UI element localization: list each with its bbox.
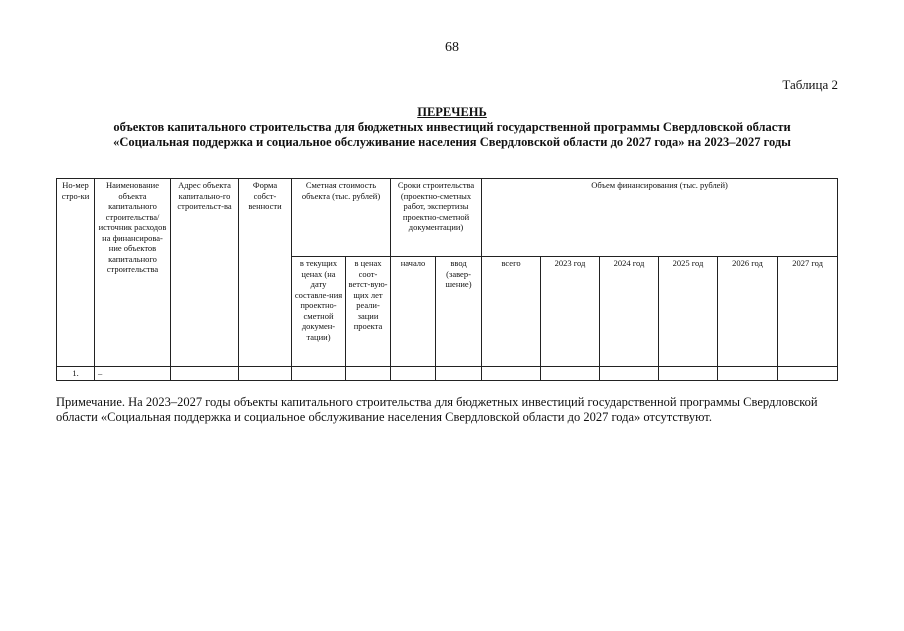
- header-construction-terms: Сроки строительства (проектно-сметных работ, экспертизы проектно-сметной документации): [391, 179, 482, 257]
- subheader-2023: 2023 год: [541, 257, 600, 367]
- table-row: [57, 367, 838, 381]
- row-start-cell: [391, 367, 436, 381]
- row-cost-period-cell: [346, 367, 391, 381]
- row-2025-cell: [659, 367, 718, 381]
- header-object-name: Наименование объекта капитального строительства/ источник расходов на финансирова-ние объектов капитального строительства: [95, 179, 171, 367]
- subheader-2027: 2027 год: [778, 257, 838, 367]
- row-name-cell: –: [95, 367, 171, 381]
- row-2026-cell: [718, 367, 778, 381]
- row-number-cell: 1.: [57, 367, 95, 381]
- subheader-start: начало: [391, 257, 436, 367]
- subheader-cost-period-prices: в ценах соот-ветст-вую-щих лет реали-зации проекта: [346, 257, 391, 367]
- row-total-cell: [482, 367, 541, 381]
- table-label: Таблица 2: [782, 77, 838, 92]
- row-2024-cell: [600, 367, 659, 381]
- page-number: 68: [445, 40, 459, 55]
- objects-table: [56, 178, 838, 381]
- row-ownership-cell: [239, 367, 292, 381]
- title-line-1: объектов капитального строительства для бюджетных инвестиций государственной программы Свердловской области: [113, 120, 791, 134]
- header-funding-volume: Объем финансирования (тыс. рублей): [482, 179, 838, 257]
- header-ownership: Форма собст-венности: [239, 179, 292, 367]
- row-2027-cell: [778, 367, 838, 381]
- title-heading: ПЕРЕЧЕНЬ: [417, 105, 487, 119]
- header-address: Адрес объекта капитально-го строительст-ва: [171, 179, 239, 367]
- subheader-end: ввод (завер-шение): [436, 257, 482, 367]
- subheader-2026: 2026 год: [718, 257, 778, 367]
- note-paragraph: Примечание. На 2023–2027 годы объекты капитального строительства для бюджетных инвестиций государственной программы Свердловской области «Социальная поддержка и социальное обслуживание населения Свердловской области до 2027 года» отсутствуют.: [56, 395, 818, 424]
- title-line-2: «Социальная поддержка и социальное обслуживание населения Свердловской области до 2027 года» на 2023–2027 годы: [113, 135, 791, 149]
- subheader-cost-current-prices: в текущих ценах (на дату составле-ния проектно-сметной докумен-тации): [292, 257, 346, 367]
- document-title: [0, 105, 904, 150]
- header-row-number: Но-мер стро-ки: [57, 179, 95, 367]
- row-end-cell: [436, 367, 482, 381]
- header-estimated-cost: Сметная стоимость объекта (тыс. рублей): [292, 179, 391, 257]
- subheader-total: всего: [482, 257, 541, 367]
- row-2023-cell: [541, 367, 600, 381]
- row-cost-current-cell: [292, 367, 346, 381]
- subheader-2024: 2024 год: [600, 257, 659, 367]
- row-address-cell: [171, 367, 239, 381]
- subheader-2025: 2025 год: [659, 257, 718, 367]
